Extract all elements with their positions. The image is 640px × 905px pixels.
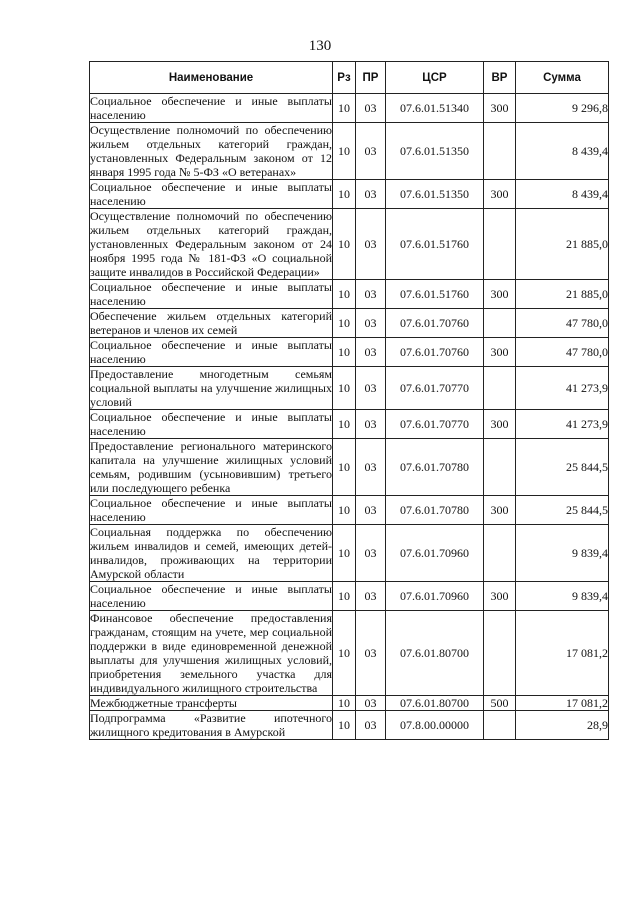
- cell-csr: 07.6.01.80700: [386, 611, 484, 696]
- header-pr: ПР: [356, 62, 386, 94]
- cell-pr: 03: [356, 711, 386, 740]
- cell-pr: 03: [356, 496, 386, 525]
- cell-name: Социальное обеспечение и иные выплаты населению: [90, 280, 332, 308]
- table-row: [90, 582, 609, 611]
- cell-rz: 10: [333, 123, 356, 180]
- cell-pr: 03: [356, 439, 386, 496]
- header-sum: Сумма: [516, 62, 609, 94]
- cell-rz: 10: [333, 611, 356, 696]
- cell-sum: 9 839,4: [516, 582, 609, 611]
- cell-vr: 300: [484, 338, 516, 367]
- cell-rz: 10: [333, 439, 356, 496]
- cell-csr: 07.6.01.70780: [386, 496, 484, 525]
- cell-rz: 10: [333, 696, 356, 711]
- table-row: [90, 123, 609, 180]
- table-row: [90, 309, 609, 338]
- cell-name: Социальное обеспечение и иные выплаты населению: [90, 180, 332, 208]
- cell-name: Финансовое обеспечение предоставления гражданам, стоящим на учете, мер социальной поддержки в виде единовременной денежной выплаты для улучшения жилищных условий, приобретения земельного участка для индивидуального жилищного строительства: [90, 611, 332, 695]
- cell-csr: 07.6.01.70960: [386, 582, 484, 611]
- cell-name: Социальное обеспечение и иные выплаты населению: [90, 496, 332, 524]
- cell-pr: 03: [356, 696, 386, 711]
- cell-vr: 300: [484, 280, 516, 309]
- cell-vr: [484, 525, 516, 582]
- cell-sum: 28,9: [516, 711, 609, 740]
- cell-rz: 10: [333, 582, 356, 611]
- cell-sum: 41 273,9: [516, 410, 609, 439]
- table-row: [90, 338, 609, 367]
- cell-pr: 03: [356, 309, 386, 338]
- cell-sum: 8 439,4: [516, 123, 609, 180]
- cell-name: Социальное обеспечение и иные выплаты населению: [90, 94, 332, 122]
- cell-vr: [484, 123, 516, 180]
- cell-csr: 07.6.01.70770: [386, 367, 484, 410]
- header-vr: ВР: [484, 62, 516, 94]
- cell-vr: 300: [484, 410, 516, 439]
- cell-csr: 07.6.01.51350: [386, 123, 484, 180]
- table-header-row: [90, 62, 609, 94]
- table-row: [90, 496, 609, 525]
- cell-sum: 8 439,4: [516, 180, 609, 209]
- cell-name: Межбюджетные трансферты: [90, 696, 333, 711]
- cell-rz: 10: [333, 711, 356, 740]
- cell-rz: 10: [333, 309, 356, 338]
- cell-csr: 07.6.01.70780: [386, 439, 484, 496]
- cell-pr: 03: [356, 525, 386, 582]
- table-row: [90, 525, 609, 582]
- table-row: [90, 180, 609, 209]
- cell-name: Социальное обеспечение и иные выплаты населению: [90, 410, 332, 438]
- cell-name: Социальная поддержка по обеспечению жильем инвалидов и семей, имеющих детей-инвалидов, проживающих на территории Амурской области: [90, 525, 332, 581]
- cell-vr: 500: [484, 696, 516, 711]
- table-row: [90, 410, 609, 439]
- cell-rz: 10: [333, 525, 356, 582]
- table-row: [90, 439, 609, 496]
- cell-vr: [484, 711, 516, 740]
- cell-sum: 9 296,8: [516, 94, 609, 123]
- cell-pr: 03: [356, 367, 386, 410]
- page-number: 130: [308, 38, 332, 54]
- cell-pr: 03: [356, 180, 386, 209]
- cell-vr: 300: [484, 94, 516, 123]
- header-name: Наименование: [90, 62, 333, 94]
- cell-pr: 03: [356, 410, 386, 439]
- cell-name: Осуществление полномочий по обеспечению жильем отдельных категорий граждан, установленных Федеральным законом от 12 января 1995 года № 5-ФЗ «О ветеранах»: [90, 123, 332, 179]
- cell-sum: 41 273,9: [516, 367, 609, 410]
- cell-name: Социальное обеспечение и иные выплаты населению: [90, 338, 332, 366]
- budget-table: [89, 61, 609, 740]
- cell-sum: 21 885,0: [516, 280, 609, 309]
- header-csr: ЦСР: [386, 62, 484, 94]
- cell-csr: 07.6.01.70770: [386, 410, 484, 439]
- table-row: [90, 611, 609, 696]
- cell-vr: [484, 367, 516, 410]
- cell-pr: 03: [356, 582, 386, 611]
- cell-sum: 25 844,5: [516, 496, 609, 525]
- cell-vr: [484, 439, 516, 496]
- cell-rz: 10: [333, 410, 356, 439]
- cell-vr: [484, 309, 516, 338]
- cell-rz: 10: [333, 280, 356, 309]
- cell-pr: 03: [356, 94, 386, 123]
- cell-pr: 03: [356, 123, 386, 180]
- cell-rz: 10: [333, 367, 356, 410]
- cell-vr: [484, 611, 516, 696]
- cell-name: Предоставление регионального материнского капитала на улучшение жилищных условий семьям, родившим (усыновившим) третьего или последующего ребенка: [90, 439, 332, 495]
- table-row: [90, 711, 609, 740]
- cell-pr: 03: [356, 338, 386, 367]
- cell-rz: 10: [333, 338, 356, 367]
- cell-name: Осуществление полномочий по обеспечению жильем отдельных категорий граждан, установленных Федеральным законом от 24 ноября 1995 года № 181-ФЗ «О социальной защите инвалидов в Российской Федерации»: [90, 209, 332, 279]
- cell-vr: 300: [484, 180, 516, 209]
- cell-csr: 07.6.01.70760: [386, 338, 484, 367]
- cell-csr: 07.6.01.51760: [386, 280, 484, 309]
- cell-sum: 47 780,0: [516, 338, 609, 367]
- table-row: [90, 94, 609, 123]
- table-row: [90, 367, 609, 410]
- cell-csr: 07.6.01.51350: [386, 180, 484, 209]
- table-row: [90, 209, 609, 280]
- cell-csr: 07.6.01.51760: [386, 209, 484, 280]
- cell-csr: 07.6.01.51340: [386, 94, 484, 123]
- cell-name: Подпрограмма «Развитие ипотечного жилищного кредитования в Амурской: [90, 711, 332, 739]
- cell-sum: 21 885,0: [516, 209, 609, 280]
- cell-pr: 03: [356, 611, 386, 696]
- cell-csr: 07.8.00.00000: [386, 711, 484, 740]
- cell-rz: 10: [333, 209, 356, 280]
- cell-sum: 9 839,4: [516, 525, 609, 582]
- cell-sum: 17 081,2: [516, 611, 609, 696]
- cell-rz: 10: [333, 180, 356, 209]
- cell-sum: 17 081,2: [516, 696, 609, 711]
- cell-rz: 10: [333, 94, 356, 123]
- cell-vr: [484, 209, 516, 280]
- cell-vr: 300: [484, 582, 516, 611]
- cell-pr: 03: [356, 280, 386, 309]
- table-row: [90, 696, 609, 711]
- cell-name: Социальное обеспечение и иные выплаты населению: [90, 582, 332, 610]
- cell-name: Предоставление многодетным семьям социальной выплаты на улучшение жилищных условий: [90, 367, 332, 409]
- cell-sum: 47 780,0: [516, 309, 609, 338]
- cell-pr: 03: [356, 209, 386, 280]
- table-row: [90, 280, 609, 309]
- cell-sum: 25 844,5: [516, 439, 609, 496]
- header-rz: Рз: [333, 62, 356, 94]
- cell-vr: 300: [484, 496, 516, 525]
- cell-csr: 07.6.01.80700: [386, 696, 484, 711]
- cell-name: Обеспечение жильем отдельных категорий ветеранов и членов их семей: [90, 309, 332, 337]
- cell-csr: 07.6.01.70960: [386, 525, 484, 582]
- cell-csr: 07.6.01.70760: [386, 309, 484, 338]
- cell-rz: 10: [333, 496, 356, 525]
